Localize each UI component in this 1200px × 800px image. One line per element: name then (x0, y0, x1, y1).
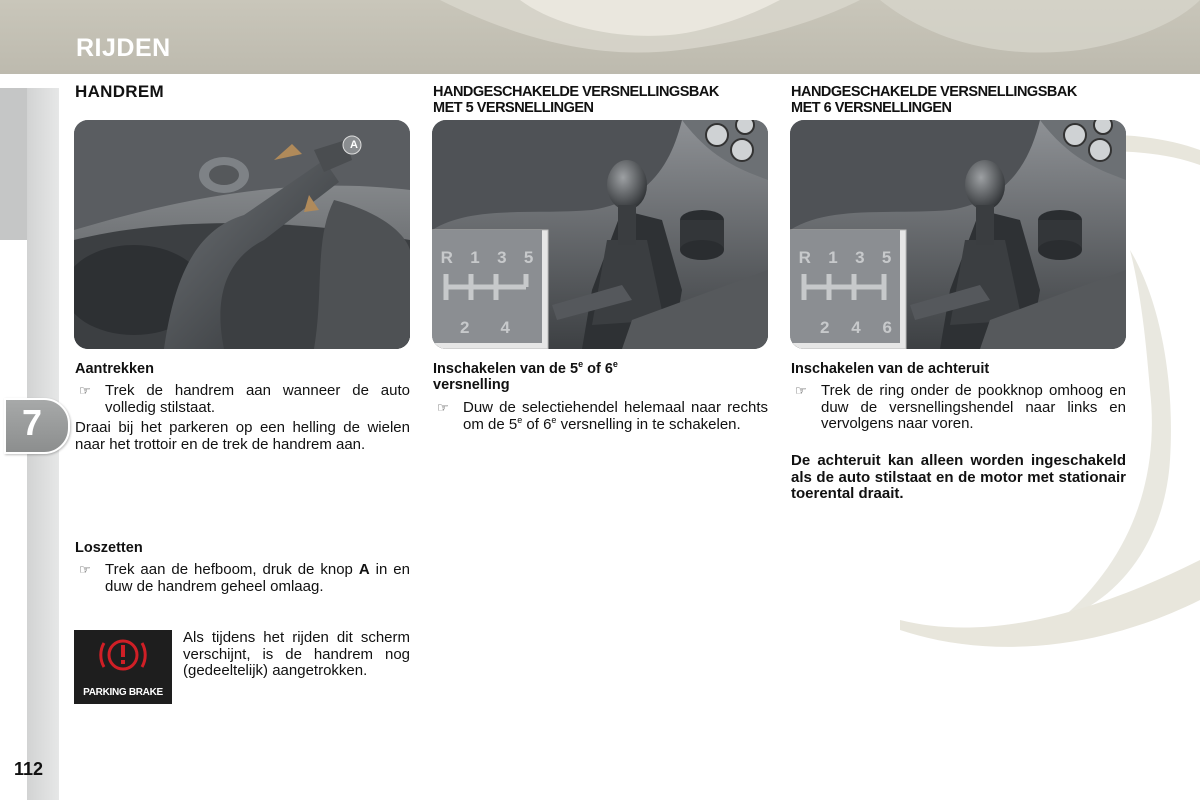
chapter-title: RIJDEN (76, 34, 171, 62)
reverse-note: De achteruit kan alleen worden ingeschakeld als de auto stilstaat en de motor met stationair toerental draait. (791, 452, 1126, 502)
heading-sup: e (578, 359, 584, 370)
reverse-heading: Inschakelen van de achteruit (791, 361, 990, 377)
reverse-bullet-text: Trek de ring onder de pookknop omhoog en duw de versnellingshendel naar links en vervolgens naar voren. (821, 382, 1126, 432)
warning-paragraph: Als tijdens het rijden dit scherm verschijnt, is de handrem nog (gedeeltelijk) aangetrokken. (183, 629, 410, 679)
manual-6-speed-title-line1: HANDGESCHAKELDE VERSNELLINGSBAK (791, 84, 1077, 100)
gear-label: 1 (828, 248, 838, 267)
gear-lever-5-speed-photo (432, 120, 768, 349)
gear-label: 1 (470, 248, 480, 267)
parking-brake-label: PARKING BRAKE (83, 687, 163, 698)
shift-5-6-heading (433, 361, 773, 393)
gear-label: 4 (851, 318, 861, 337)
release-bullet-text-2: in en duw de handrem geheel omlaag. (105, 561, 410, 595)
gear-pattern-bottom (460, 318, 510, 338)
gear-lever-6-speed-photo (790, 120, 1126, 349)
heading-sup: e (612, 359, 618, 370)
bullet-part: versnelling in te schakelen. (556, 415, 741, 433)
gear-label: 3 (855, 248, 865, 267)
bullet-sup: e (517, 414, 523, 425)
heading-part: of 6 (583, 361, 613, 377)
reverse-bullet (791, 383, 1126, 433)
gear-label: 5 (523, 248, 534, 267)
shift-5-6-bullet (433, 400, 768, 433)
manual-6-speed-title (791, 84, 1131, 116)
gear-pattern-top (432, 248, 542, 268)
gear-label: 3 (497, 248, 507, 267)
chapter-number: 7 (22, 402, 43, 443)
apply-bullet-text: Trek de handrem aan wanneer de auto volledig stilstaat. (105, 382, 410, 416)
gear-label: 4 (500, 318, 510, 337)
release-heading: Loszetten (75, 540, 143, 556)
apply-heading: Aantrekken (75, 361, 154, 377)
release-bullet-text-1: Trek aan de hefboom, druk de knop (105, 561, 359, 578)
manual-5-speed-title-line1: HANDGESCHAKELDE VERSNELLINGSBAK (433, 84, 719, 100)
apply-paragraph: Draai bij het parkeren op een helling de wielen naar het trottoir en de trek de handrem aan. (75, 419, 410, 453)
pointing-hand-icon: ☞ (795, 383, 807, 398)
handbrake-photo (74, 120, 410, 349)
gear-label: 2 (460, 318, 470, 337)
manual-5-speed-title-line2: MET 5 VERSNELLINGEN (433, 100, 594, 116)
pointing-hand-icon: ☞ (79, 383, 91, 398)
manual-5-speed-title (433, 84, 773, 116)
apply-bullet (75, 383, 410, 416)
pointing-hand-icon: ☞ (437, 400, 449, 415)
button-a-label: A (350, 139, 358, 151)
gear-pattern-bottom (820, 318, 892, 338)
gear-label: 6 (882, 318, 892, 337)
heading-part: Inschakelen van de 5 (433, 361, 579, 377)
handbrake-section-title: HANDREM (75, 82, 164, 101)
bullet-sup: e (551, 414, 557, 425)
pointing-hand-icon: ☞ (79, 562, 91, 577)
parking-brake-warning-icon (74, 630, 172, 704)
gear-label: R (798, 248, 811, 267)
manual-6-speed-title-line2: MET 6 VERSNELLINGEN (791, 100, 952, 116)
release-bullet-bold: A (358, 561, 370, 578)
gear-label: R (440, 248, 453, 267)
page-number: 112 (14, 759, 44, 779)
gear-label: 5 (881, 248, 892, 267)
gear-pattern-top (790, 248, 900, 268)
bullet-part: Duw de selectiehendel helemaal naar rechts om de 5 (463, 399, 768, 433)
gear-label: 2 (820, 318, 830, 337)
release-bullet (75, 562, 410, 595)
heading-part: versnelling (433, 377, 510, 393)
side-bar-top (0, 88, 27, 240)
bullet-part: of 6 (522, 415, 552, 433)
